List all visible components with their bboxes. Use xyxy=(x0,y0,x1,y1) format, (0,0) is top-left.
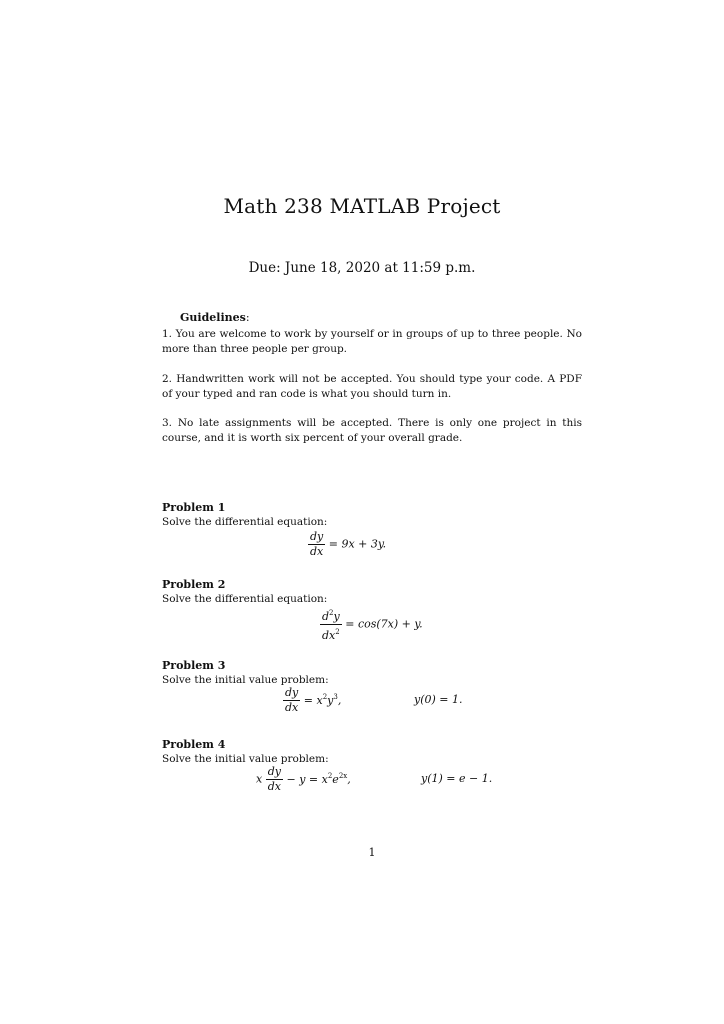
guidelines-heading-label: Guidelines xyxy=(180,311,246,324)
problem-3-text: Solve the initial value problem: xyxy=(162,674,329,686)
problem-2-fraction xyxy=(320,606,342,643)
fraction-numerator: $d^2y$ xyxy=(322,609,340,623)
problem-1-fraction xyxy=(308,530,325,559)
fraction-numerator: dy xyxy=(267,765,281,778)
equation-lead: x xyxy=(256,772,263,786)
problem-4-condition: y(1) = e − 1. xyxy=(421,772,493,785)
fraction-numerator: dy xyxy=(285,686,299,699)
problem-1-text: Solve the differential equation: xyxy=(162,516,328,528)
guidelines-heading-colon: : xyxy=(245,311,250,324)
problem-2-equation xyxy=(320,606,423,643)
guideline-1: 1. You are welcome to work by yourself or in groups of up to three people. No more than three people per group. xyxy=(162,328,582,355)
document-title: Math 238 MATLAB Project xyxy=(223,194,501,218)
due-date: Due: June 18, 2020 at 11:59 p.m. xyxy=(248,260,476,276)
guidelines-heading xyxy=(180,311,250,324)
fraction-denominator: dx xyxy=(283,700,300,715)
guideline-3: 3. No late assignments will be accepted. There is only one project in this course, and it is worth six percent of your overall grade. xyxy=(162,417,582,444)
problem-1-equation xyxy=(308,530,386,559)
problem-4-title: Problem 4 xyxy=(162,738,226,751)
page-number: 1 xyxy=(368,846,376,859)
equation-rhs: = 9x + 3y. xyxy=(328,537,387,551)
problem-4-text: Solve the initial value problem: xyxy=(162,753,329,765)
fraction-numerator: dy xyxy=(310,530,324,543)
problem-4-equation xyxy=(256,765,351,794)
fraction-denominator: dx xyxy=(308,544,325,559)
equation-rhs: = $x^2y^3$, xyxy=(303,692,342,707)
equation-rhs: − $y = x^2e^{2x}$, xyxy=(286,771,351,786)
fraction-denominator: dx xyxy=(266,779,283,794)
equation-rhs: = cos(7x) + y. xyxy=(345,617,423,631)
problem-1-title: Problem 1 xyxy=(162,501,226,514)
problem-3-condition: y(0) = 1. xyxy=(414,693,463,706)
problem-2-title: Problem 2 xyxy=(162,578,226,591)
problem-2-text: Solve the differential equation: xyxy=(162,593,328,605)
problem-3-title: Problem 3 xyxy=(162,659,226,672)
problem-4-fraction xyxy=(266,765,283,794)
problem-3-equation xyxy=(283,686,341,715)
problem-3-fraction xyxy=(283,686,300,715)
fraction-denominator: $dx^2$ xyxy=(320,624,342,643)
guideline-2: 2. Handwritten work will not be accepted. You should type your code. A PDF of your typed and ran code is what you should turn in. xyxy=(162,373,582,400)
